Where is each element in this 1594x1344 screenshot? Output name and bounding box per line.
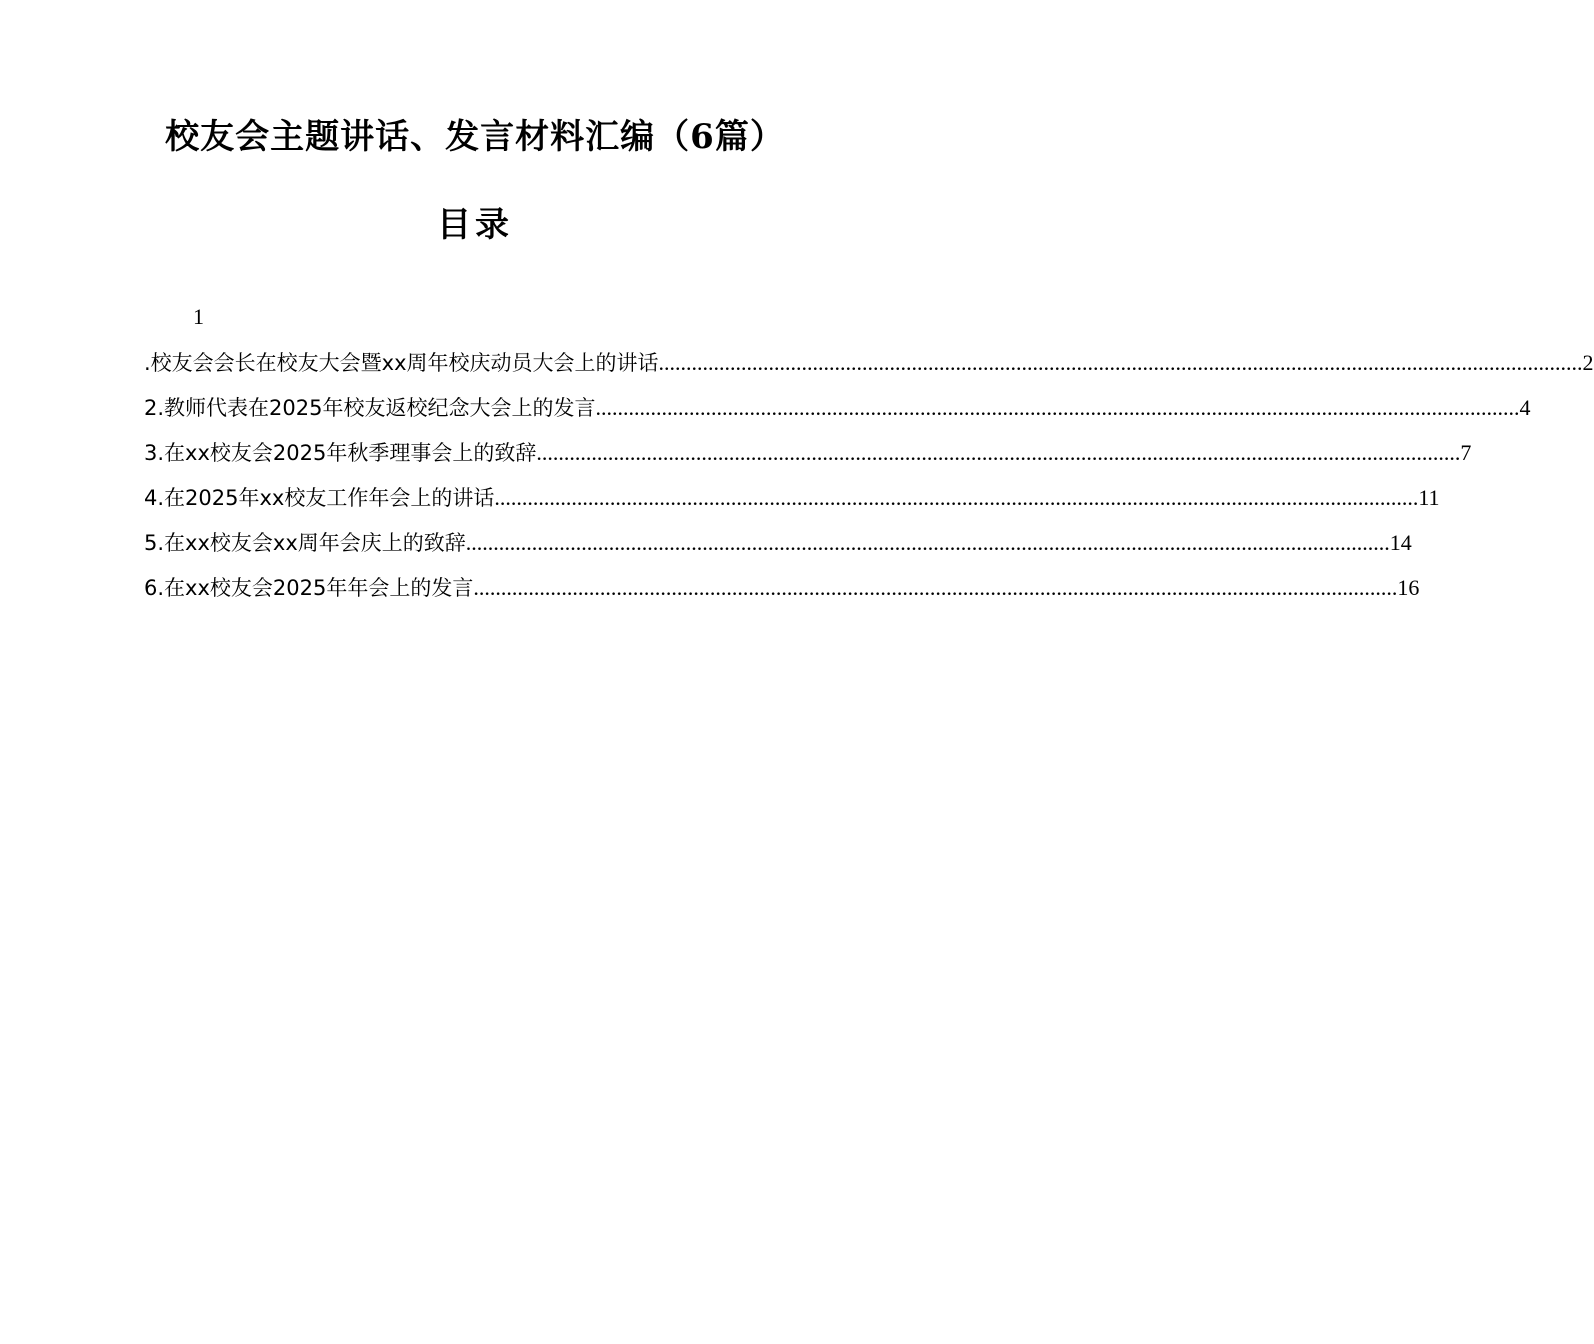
toc-stray-number: 1 — [193, 304, 204, 329]
toc-dot-leader — [473, 568, 1397, 608]
toc-dot-leader — [536, 433, 1460, 473]
toc-entry[interactable] — [144, 388, 1531, 433]
toc-dot-leader — [494, 478, 1418, 518]
toc-heading: 目录 — [437, 205, 513, 245]
toc-dot-leader — [595, 388, 1519, 428]
toc-entry-title: 4.在2025年xx校友工作年会上的讲话 — [144, 486, 495, 510]
toc-dot-leader — [659, 343, 1583, 383]
toc-entry-title: 2.教师代表在2025年校友返校纪念大会上的发言 — [144, 396, 596, 420]
toc-page-number: 14 — [1389, 530, 1412, 555]
toc-entry-title: 5.在xx校友会xx周年会庆上的致辞 — [144, 531, 466, 555]
toc-page-number: 4 — [1519, 395, 1531, 420]
toc-entry[interactable] — [144, 523, 1412, 568]
toc-entry[interactable] — [144, 478, 1440, 523]
toc-entry-title: .校友会会长在校友大会暨xx周年校庆动员大会上的讲话 — [144, 351, 659, 375]
toc-dot-leader — [466, 523, 1390, 563]
toc-entry[interactable] — [144, 433, 1472, 478]
toc-page-number: 11 — [1418, 485, 1440, 510]
toc-entry-title: 3.在xx校友会2025年秋季理事会上的致辞 — [144, 441, 537, 465]
toc-page-number: 7 — [1460, 440, 1472, 465]
toc-page-number: 16 — [1397, 575, 1420, 600]
toc-entry[interactable] — [144, 343, 1594, 388]
document-title: 校友会主题讲话、发言材料汇编（6篇） — [165, 117, 785, 157]
toc-entry[interactable] — [144, 568, 1420, 613]
table-of-contents — [144, 343, 1594, 613]
toc-page-number: 2 — [1582, 350, 1594, 375]
toc-entry-title: 6.在xx校友会2025年年会上的发言 — [144, 576, 474, 600]
